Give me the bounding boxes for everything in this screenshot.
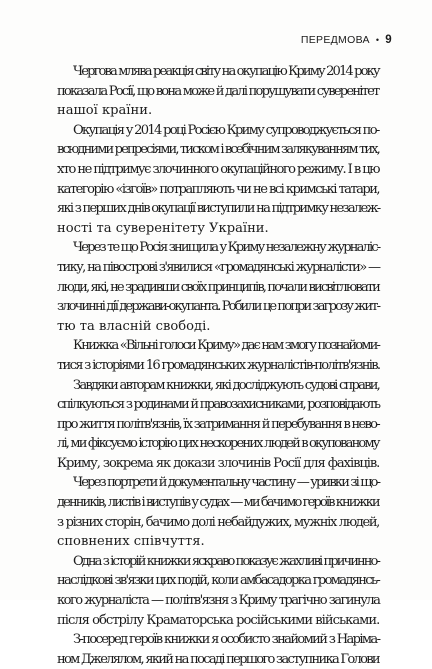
text-line: Через портрети й документальну частину — уривки зі що- [73,475,380,491]
text-line: лі, ми фіксуємо історію цих нескорених людей в окупованому [57,436,379,452]
paragraph [57,336,379,375]
text-line: З-посеред героїв книжки я особисто знайомий з Наріма- [73,632,380,648]
text-line: спілкуються з родинами й правозахисниками, розповідають [57,397,380,413]
text-line: ном Джелялом, який на посаді першого заступника Голови [57,651,379,667]
running-header [301,34,392,46]
paragraph [57,376,379,474]
text-line: всюдними репресіями, тиском і всебічним залякуванням тих, [57,142,379,158]
paragraph [57,473,379,551]
text-line: категорію «ізгоїв» потрапляють чи не всі кримські татари, [57,181,380,197]
text-line: які з перших днів окупації виступили на підтримку незалеж- [57,201,380,217]
text-line: Криму, зокрема як докази злочинів Росії для фахівців. [57,455,380,471]
text-line: нашої країни. [57,103,153,119]
section-title: ПЕРЕДМОВА [300,34,370,46]
text-line: ності та суверенітету України. [57,220,269,236]
header-separator: • [375,35,380,45]
text-line: з різних сторін, бачимо долі небайдужих, мужніх людей, [57,514,379,530]
body-text [57,62,379,669]
paragraph [57,62,379,121]
text-line: Завдяки авторам книжки, які досліджують судові справи, [73,377,380,393]
text-line: тику, на півострові з'явилися «громадянські журналісти» — [57,259,380,275]
text-line: злочинні дії держави-окупанта. Робили це попри загрозу жит- [57,299,380,315]
text-line: Через те що Росія знищила у Криму незалежну журналіс- [73,240,380,256]
text-line: денників, листів і виступів у судах — ми бачимо героїв книжки [57,495,379,511]
text-line: тю та власній свободі. [57,318,211,334]
text-line: показала Росії, що вона може й далі порушувати суверенітет [57,83,379,99]
paragraph [57,630,379,669]
text-line: Окупація у 2014 році Росією Криму супроводжується по- [73,122,379,138]
paragraph [57,238,379,336]
text-line: люди, які, не зрадивши своїх принципів, почали висвітлювати [57,279,380,295]
page-number: 9 [385,34,392,46]
text-line: про життя політв'язнів, їх затримання й перебування в нево- [57,416,379,432]
text-line: після обстрілу Краматорська російськими військами. [57,612,380,628]
paragraph [57,121,379,239]
text-line: Чергова млява реакція світу на окупацію Криму 2014 року [73,64,379,79]
text-line: сповнених співчуття. [57,534,205,550]
text-line: хто не підтримує злочинного окупаційного режиму. І в цю [57,161,379,177]
text-line: кого журналіста — політв'язня з Криму трагічно загинула [57,593,380,609]
text-line: тися з історіями 16 громадянських журналістів-політв'язнів. [57,357,380,373]
text-line: наслідкові зв'язки цих подій, коли амбасадорка громадянсь- [57,573,380,589]
paragraph [57,552,379,630]
text-line: Книжка «Вільні голоси Криму» дає нам змогу познайоми- [73,338,380,354]
text-line: Одна з історій книжки яскраво показує жахливі причинно- [73,553,379,569]
